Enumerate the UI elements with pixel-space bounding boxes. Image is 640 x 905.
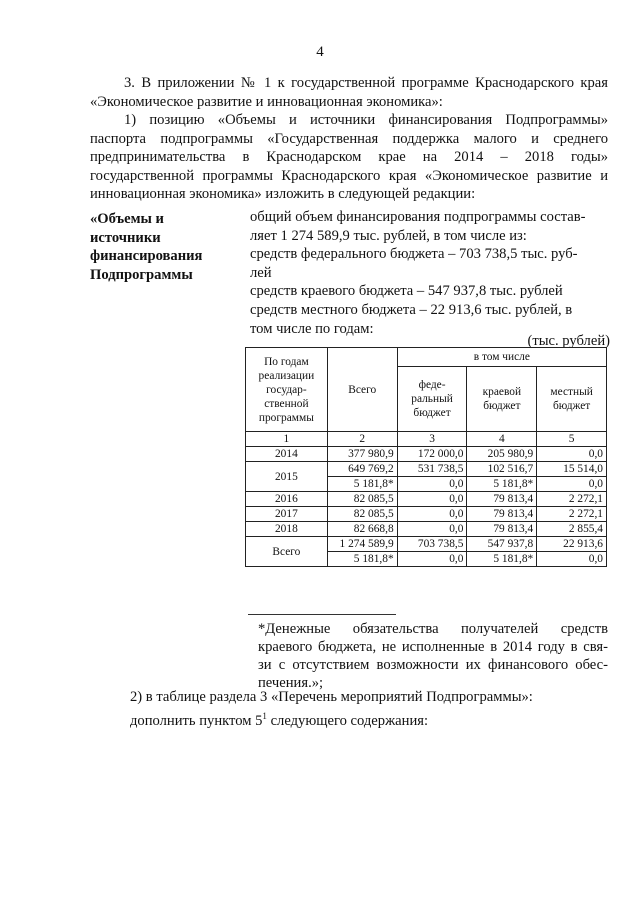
year-cell: 2017 xyxy=(246,507,328,522)
funding-line-7: том числе по годам: xyxy=(250,320,374,337)
regional-cell: 79 813,4 xyxy=(467,492,537,507)
footnote-line-2: краевого бюджета, не исполненные в 2014 году в свя- xyxy=(258,639,608,655)
funding-line-3: средств федерального бюджета – 703 738,5 тыс. руб- xyxy=(250,246,578,263)
federal-cell: 0,0 xyxy=(397,492,467,507)
regional-cell: 102 516,7 xyxy=(467,462,537,477)
funding-line-5: средств краевого бюджета – 547 937,8 тыс. рублей xyxy=(250,283,563,300)
total-cell: 5 181,8* xyxy=(327,552,397,567)
funding-line-6: средств местного бюджета – 22 913,6 тыс. рублей, в xyxy=(250,301,573,318)
item2-line-2 xyxy=(130,707,610,730)
regional-cell: 79 813,4 xyxy=(467,522,537,537)
footnote-line-4: печения.»; xyxy=(258,675,324,691)
total-cell: 1 274 589,9 xyxy=(327,537,397,552)
item1-line-1: 1) позицию «Объемы и источники финансирования Подпрограммы» xyxy=(124,112,608,128)
regional-cell: 79 813,4 xyxy=(467,507,537,522)
total-cell: 82 085,5 xyxy=(327,507,397,522)
local-cell: 2 272,1 xyxy=(537,507,607,522)
regional-cell: 5 181,8* xyxy=(467,552,537,567)
table-row xyxy=(246,447,607,462)
page-number: 4 xyxy=(316,44,324,60)
section-label-line-3: финансирования xyxy=(90,248,203,265)
table-row xyxy=(246,522,607,537)
header-regional: краевой бюджет xyxy=(467,367,537,432)
regional-cell: 547 937,8 xyxy=(467,537,537,552)
footnote xyxy=(258,620,608,692)
header-federal: феде- ральный бюджет xyxy=(397,367,467,432)
year-cell: Всего xyxy=(246,537,328,567)
local-cell: 2 272,1 xyxy=(537,492,607,507)
federal-cell: 0,0 xyxy=(397,477,467,492)
item1-line-4: государственной программы Краснодарского края «Экономическое развитие и xyxy=(90,167,608,184)
item2-superscript: 1 xyxy=(262,711,267,721)
col-num-5: 5 xyxy=(537,432,607,447)
table-row xyxy=(246,507,607,522)
funding-line-2: ляет 1 274 589,9 тыс. рублей, в том числе из: xyxy=(250,227,527,244)
funding-text xyxy=(250,208,608,338)
table-header-row xyxy=(246,348,607,367)
footnote-line-1: *Денежные обязательства получателей средств xyxy=(258,621,608,637)
section-label-line-1: «Объемы и xyxy=(90,211,164,227)
section-label xyxy=(90,210,230,284)
item1-line-3: предпринимательства в Краснодарском крае на 2014 – 2018 годы» xyxy=(90,149,608,166)
header-years: По годам реализации государ- ственной программы xyxy=(246,348,328,432)
col-num-2: 2 xyxy=(327,432,397,447)
federal-cell: 703 738,5 xyxy=(397,537,467,552)
section-label-line-4: Подпрограммы xyxy=(90,266,193,283)
total-cell: 377 980,9 xyxy=(327,447,397,462)
item2-line-2-start: дополнить пунктом 5 xyxy=(130,712,263,729)
table-row xyxy=(246,492,607,507)
item2-line-1: 2) в таблице раздела 3 «Перечень мероприятий Подпрограммы»: xyxy=(130,689,533,705)
funding-table xyxy=(245,347,607,567)
footnote-divider xyxy=(248,614,396,615)
intro-line-2: «Экономическое развитие и инновационная экономика»: xyxy=(90,93,443,110)
year-cell: 2014 xyxy=(246,447,328,462)
table-number-row xyxy=(246,432,607,447)
year-cell: 2016 xyxy=(246,492,328,507)
local-cell: 2 855,4 xyxy=(537,522,607,537)
regional-cell: 5 181,8* xyxy=(467,477,537,492)
col-num-3: 3 xyxy=(397,432,467,447)
col-num-1: 1 xyxy=(246,432,328,447)
unit-label: (тыс. рублей) xyxy=(527,333,610,349)
local-cell: 0,0 xyxy=(537,477,607,492)
federal-cell: 0,0 xyxy=(397,552,467,567)
header-total: Всего xyxy=(327,348,397,432)
year-cell: 2015 xyxy=(246,462,328,492)
intro-paragraph xyxy=(90,74,608,111)
col-num-4: 4 xyxy=(467,432,537,447)
local-cell: 0,0 xyxy=(537,552,607,567)
section-label-line-2: источники xyxy=(90,229,161,246)
total-cell: 649 769,2 xyxy=(327,462,397,477)
table-row xyxy=(246,462,607,477)
federal-cell: 0,0 xyxy=(397,507,467,522)
federal-cell: 0,0 xyxy=(397,522,467,537)
item1-paragraph xyxy=(90,111,608,204)
header-including: в том числе xyxy=(397,348,606,367)
item1-line-5: инновационная экономика» изложить в следующей редакции: xyxy=(90,186,476,203)
total-cell: 5 181,8* xyxy=(327,477,397,492)
federal-cell: 172 000,0 xyxy=(397,447,467,462)
total-cell: 82 085,5 xyxy=(327,492,397,507)
federal-cell: 531 738,5 xyxy=(397,462,467,477)
total-cell: 82 668,8 xyxy=(327,522,397,537)
local-cell: 15 514,0 xyxy=(537,462,607,477)
intro-line-1: 3. В приложении № 1 к государственной программе Краснодарского края xyxy=(124,75,608,91)
header-local: местный бюджет xyxy=(537,367,607,432)
local-cell: 0,0 xyxy=(537,447,607,462)
item2-line-2-end: следующего содержания: xyxy=(266,712,429,729)
item1-line-2: паспорта подпрограммы «Государственная поддержка малого и среднего xyxy=(90,130,608,147)
table-row xyxy=(246,537,607,552)
footnote-line-3: зи с отсутствием возможности их финансового обес- xyxy=(258,657,608,673)
local-cell: 22 913,6 xyxy=(537,537,607,552)
funding-line-1: общий объем финансирования подпрограммы состав- xyxy=(250,209,586,225)
funding-line-4: лей xyxy=(250,264,272,281)
year-cell: 2018 xyxy=(246,522,328,537)
regional-cell: 205 980,9 xyxy=(467,447,537,462)
